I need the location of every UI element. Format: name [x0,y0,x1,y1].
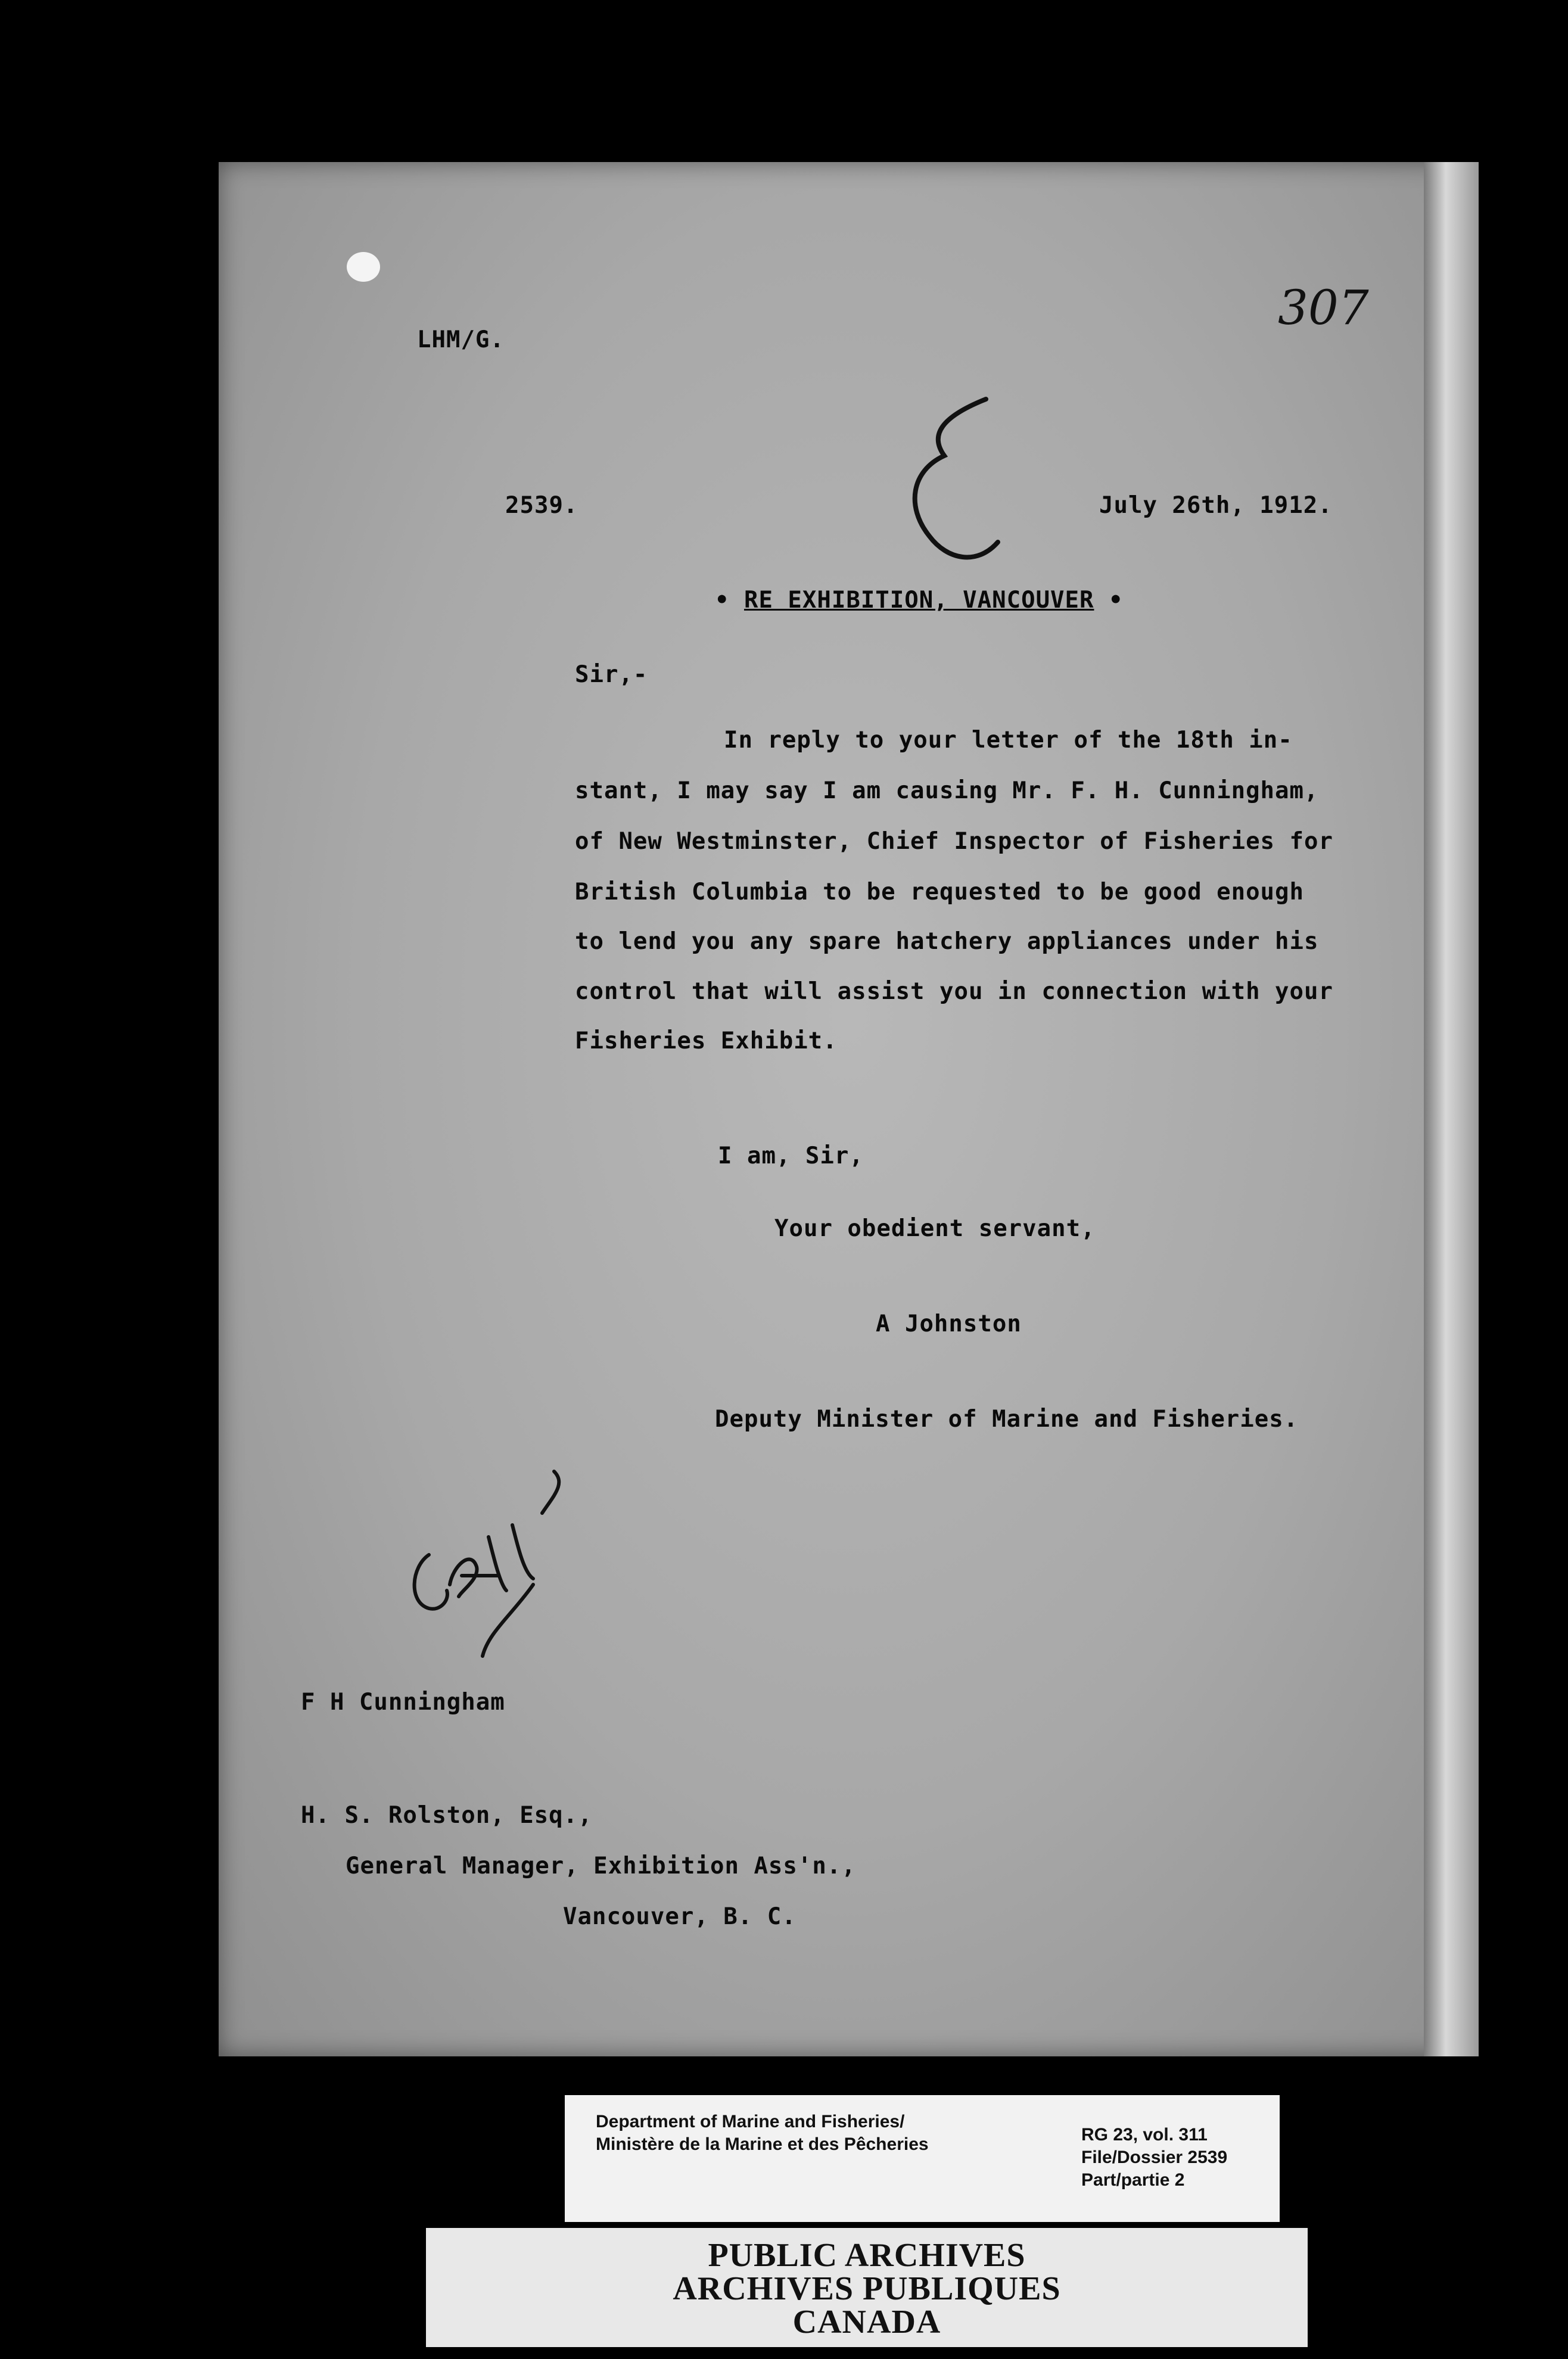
punch-hole [347,252,380,282]
letter-date: July 26th, 1912. [1099,492,1333,519]
addressee-line: General Manager, Exhibition Ass'n., [346,1853,856,1879]
sheet-edge [1424,162,1479,2056]
reference-part: Part/partie 2 [1081,2170,1185,2190]
archive-reference-label [565,2095,1280,2222]
archive-stamp-line-2: ARCHIVES PUBLIQUES [673,2270,1061,2307]
archive-stamp-line-1: PUBLIC ARCHIVES [708,2237,1026,2274]
body-line: of New Westminster, Chief Inspector of Fisheries for [575,828,1333,855]
addressee-line: H. S. Rolston, Esq., [301,1802,593,1829]
department-french: Ministère de la Marine et des Pêcheries [596,2134,929,2154]
signer-name: A Johnston [876,1311,1022,1337]
page-number: 307 [1278,280,1369,335]
subject-text: RE EXHIBITION, VANCOUVER [743,587,1094,614]
body-line: Fisheries Exhibit. [575,1028,838,1054]
archive-stamp-line-3: CANADA [792,2304,941,2341]
reference-file: File/Dossier 2539 [1081,2148,1228,2167]
body-line: British Columbia to be requested to be good enough [575,879,1304,905]
body-line: In reply to your letter of the 18th in- [724,727,1293,754]
body-line: to lend you any spare hatchery appliances under his [575,928,1319,955]
body-line: stant, I may say I am causing Mr. F. H. Cunningham, [575,777,1319,804]
cc-line: F H Cunningham [301,1689,505,1716]
signer-title: Deputy Minister of Marine and Fisheries. [715,1406,1299,1433]
subject-line: • RE EXHIBITION, VANCOUVER • [715,587,1124,614]
handwritten-mark [888,393,1007,584]
closing-line-1: I am, Sir, [718,1143,864,1169]
salutation: Sir,- [575,661,648,688]
letter-sheet [219,162,1479,2056]
body-line: control that will assist you in connection with your [575,978,1333,1005]
handwritten-initials [393,1448,572,1662]
closing-line-2: Your obedient servant, [774,1215,1096,1242]
file-number: 2539. [505,492,578,519]
addressee-line: Vancouver, B. C. [563,1903,797,1930]
reference-volume: RG 23, vol. 311 [1081,2125,1208,2145]
archive-stamp [426,2228,1308,2347]
department-english: Department of Marine and Fisheries/ [596,2112,905,2131]
reference-initials: LHM/G. [417,326,505,353]
